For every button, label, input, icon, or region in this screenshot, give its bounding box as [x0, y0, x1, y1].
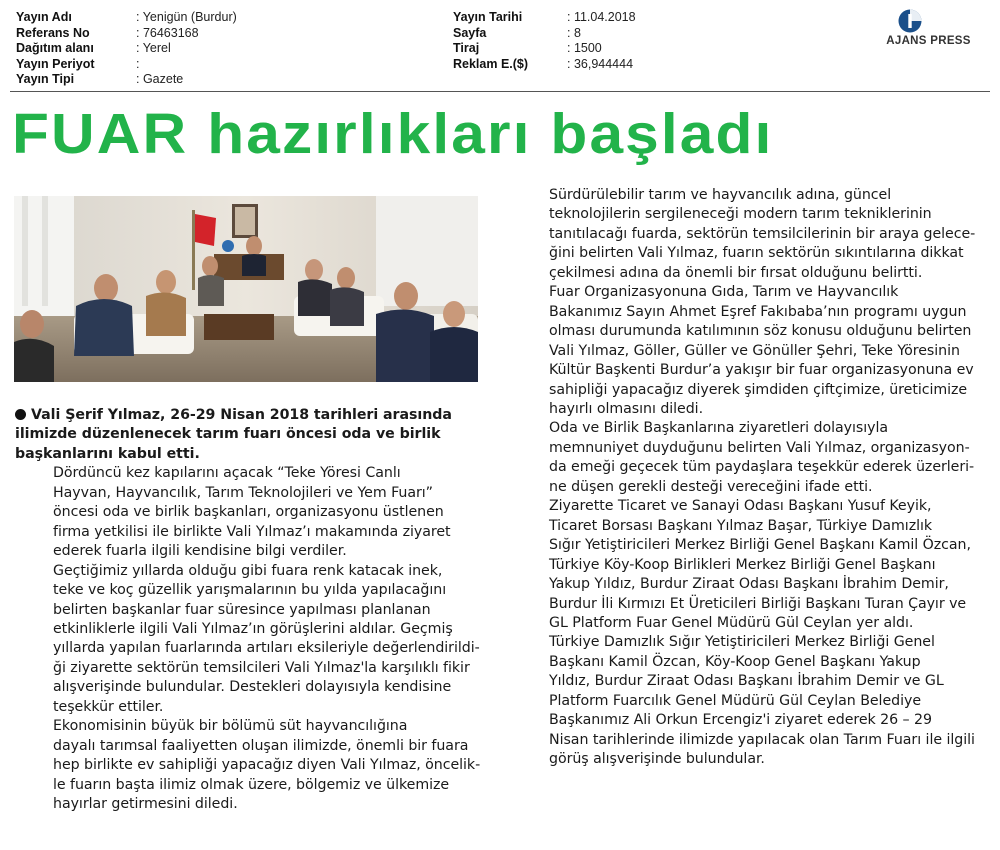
meta-row — [16, 26, 237, 42]
publication-meta-left — [16, 10, 237, 88]
meta-row — [453, 26, 636, 42]
text-line: Burdur İli Kırmızı Et Üreticileri Birliği Başkanı Turan Çayır ve — [549, 595, 967, 612]
text-line: sahipliği yapacağız diyerek şimdiden çiftçimize, üreticimize — [549, 381, 968, 398]
article-paragraph — [511, 633, 988, 769]
text-line: memnuniyet duyduğunu belirten Vali Yılmaz, organizasyon- — [549, 439, 970, 456]
text-line: ği ziyarette sektörün temsilcileri Vali Yılmaz'la karşılıklı fikir — [53, 659, 470, 676]
text-line: alışverişinde bulundular. Destekleri dolayısıyla kendisine — [53, 679, 452, 696]
header-divider — [10, 91, 990, 92]
article-paragraph — [15, 562, 490, 718]
text-line: Yıldız, Burdur Ziraat Odası Başkanı İbrahim Demir ve GL — [549, 673, 944, 690]
brand-name: AJANS PRESS — [886, 35, 971, 47]
text-line: teşekkür ettiler. — [53, 698, 164, 715]
text-line: Başkanımız Ali Orkun Ercengiz'i ziyaret ederek 26 – 29 — [549, 712, 933, 729]
text-line: Ticaret Borsası Başkanı Yılmaz Başar, Türkiye Damızlık — [549, 517, 933, 534]
text-line: Platform Fuarcılık Genel Müdürü Gül Ceylan Belediye — [549, 692, 922, 709]
meta-value: : Yenigün (Burdur) — [136, 10, 237, 24]
article-column-right — [511, 186, 988, 770]
meta-value: : Yerel — [136, 41, 171, 55]
meta-value: : Gazete — [136, 72, 184, 86]
text-line: hep birlikte ev sahipliği yapacağız diyen Vali Yılmaz, öncelik- — [53, 757, 481, 774]
text-line: Sığır Yetiştiricileri Merkez Birliği Genel Başkanı Kamil Özcan, — [549, 537, 971, 554]
meta-value: : 36,944444 — [567, 56, 634, 71]
meta-row — [453, 41, 636, 57]
text-line — [15, 406, 490, 425]
headline: FUAR hazırlıkları başladı — [12, 102, 774, 166]
text-line: Türkiye Köy-Koop Birlikleri Merkez Birliği Genel Başkanı — [549, 556, 936, 573]
text-line: etkinliklerle ilgili Vali Yılmaz’ın görüşlerini aldılar. Geçmiş — [53, 620, 453, 637]
text-line: Dördüncü kez kapılarını açacak “Teke Yöresi Canlı — [53, 465, 401, 482]
text-line: ederek fuarla ilgili kendisine bilgi verdiler. — [53, 543, 347, 560]
bullet-icon — [15, 409, 26, 420]
text-line: tanıtılacağı fuarda, sektörün temsilcilerinin bir araya gelece- — [549, 225, 976, 242]
text-line: Yakup Yıldız, Burdur Ziraat Odası Başkanı İbrahim Demir, — [549, 576, 949, 593]
meta-label: Dağıtım alanı — [16, 41, 94, 55]
text-line: Başkanı Kamil Özcan, Köy-Koop Genel Başkanı Yakup — [549, 653, 921, 670]
meta-row — [16, 41, 237, 57]
text-line: teknolojilerin sergileneceği modern tarım tekniklerinin — [549, 206, 932, 223]
meta-label: Yayın Periyot — [16, 56, 95, 71]
text-line: le fuarın başta ilimiz olmak üzere, bölgemiz ve ülkemize — [53, 776, 450, 793]
meta-value: : 11.04.2018 — [567, 10, 636, 24]
publication-meta-right — [453, 10, 636, 72]
text-line: Geçtiğimiz yıllarda olduğu gibi fuara renk katacak inek, — [53, 562, 443, 579]
text-line: Nisan tarihlerinde ilimizde yapılacak olan Tarım Fuarı ile ilgili — [549, 731, 975, 748]
meeting-photo — [14, 196, 478, 382]
meta-row — [16, 72, 237, 88]
text-line: Fuar Organizasyonuna Gıda, Tarım ve Hayvancılık — [549, 284, 899, 301]
text-line: olması durumunda katılımının söz konusu olduğunu belirten — [549, 323, 972, 340]
text-line: öncesi oda ve birlik başkanları, organizasyonu üstlenen — [53, 504, 444, 521]
meeting-photo-illustration — [14, 196, 478, 382]
meta-label: Yayın Tipi — [16, 72, 75, 86]
text-line: Vali Yılmaz, Göller, Güller ve Gönüller Şehri, Teke Yöresinin — [549, 342, 960, 359]
text-line: ne düşen gerekli desteği vereceğini ifade etti. — [549, 478, 873, 495]
meta-value: : — [136, 56, 140, 71]
text-line: Oda ve Birlik Başkanlarına ziyaretleri dolayısıyla — [549, 420, 888, 437]
text-line: Ekonomisinin büyük bir bölümü süt hayvancılığına — [53, 718, 408, 735]
article-paragraph — [15, 717, 490, 814]
text-line: hayırlı olmasını diledi. — [549, 400, 704, 417]
meta-row — [453, 10, 636, 26]
article-paragraph — [511, 419, 988, 497]
lead-text: Vali Şerif Yılmaz, 26-29 Nisan 2018 tarihleri arasında — [31, 407, 452, 423]
text-line: ğini belirten Vali Yılmaz, fuarın sektörün sıkıntılarına dikkat — [549, 245, 964, 262]
text-line: Sürdürülebilir tarım ve hayvancılık adına, güncel — [549, 187, 892, 203]
meta-row — [16, 10, 237, 26]
meta-row — [16, 57, 237, 73]
ajans-press-logo-icon — [896, 8, 924, 34]
text-line: başkanlarını kabul etti. — [15, 445, 200, 462]
lead-paragraph — [15, 406, 490, 464]
meta-value: : 76463168 — [136, 25, 199, 40]
meta-row — [453, 57, 636, 73]
meta-value: : 8 — [567, 25, 581, 40]
article-column-left — [15, 406, 490, 815]
text-line: teke ve koç güzellik yarışmalarının bu yılda yapılacağını — [53, 582, 447, 599]
text-line: Hayvan, Hayvancılık, Tarım Teknolojileri ve Yem Fuarı” — [53, 484, 433, 501]
text-line: ilimizde düzenlenecek tarım fuarı öncesi oda ve birlik — [15, 426, 441, 443]
text-line: Ziyarette Ticaret ve Sanayi Odası Başkanı Yusuf Keyik, — [549, 498, 932, 515]
meta-label: Sayfa — [453, 25, 487, 40]
meta-label: Yayın Tarihi — [453, 10, 523, 24]
meta-label: Yayın Adı — [16, 10, 72, 24]
text-line: belirten başkanlar fuar süresince yapılması planlanan — [53, 601, 431, 618]
meta-label: Reklam E.($) — [453, 56, 529, 71]
text-line: Türkiye Damızlık Sığır Yetiştiricileri Merkez Birliği Genel — [549, 634, 935, 651]
article-paragraph — [15, 464, 490, 561]
meta-value: : 1500 — [567, 41, 602, 55]
text-line: yıllarda yapılan fuarlarında artıları eksileriyle değerlendirildi- — [53, 640, 480, 657]
article-paragraph — [511, 186, 988, 283]
text-line: Kültür Başkenti Burdur’a yakışır bir fuar organizasyonuna ev — [549, 362, 974, 379]
text-line: çekilmesi adına da önemli bir fırsat olduğunu belirtti. — [549, 264, 923, 281]
meta-label: Tiraj — [453, 41, 480, 55]
text-line: hayırlar getirmesini diledi. — [53, 796, 238, 813]
text-line: Bakanımız Sayın Ahmet Eşref Fakıbaba’nın programı uygun — [549, 303, 967, 320]
text-line: dayalı tarımsal faaliyetten oluşan ilimizde, önemli bir fuara — [53, 737, 469, 754]
ajans-press-logo — [866, 8, 991, 53]
text-line: GL Platform Fuar Genel Müdürü Gül Ceylan yer aldı. — [549, 614, 914, 631]
article-paragraph — [511, 497, 988, 633]
text-line: da emeği geçecek tüm paydaşlara teşekkür ederek üzerleri- — [549, 459, 975, 476]
text-line: görüş alışverişinde bulundular. — [549, 751, 765, 768]
text-line: firma yetkilisi ile birlikte Vali Yılmaz’ı makamında ziyaret — [53, 523, 451, 540]
meta-label: Referans No — [16, 25, 90, 40]
article-paragraph — [511, 283, 988, 419]
